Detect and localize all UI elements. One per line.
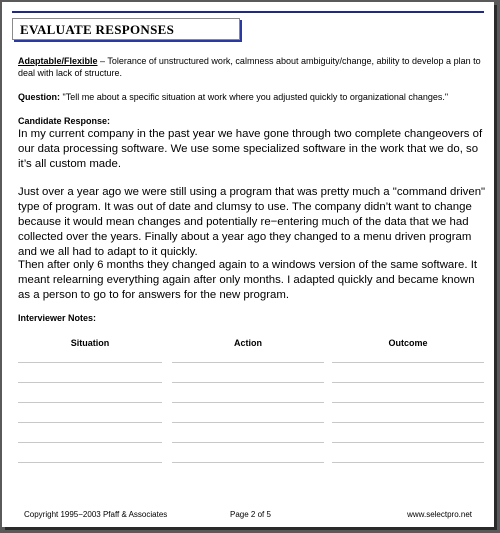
document-page — [2, 2, 494, 527]
competency-description: Tolerance of unstructured work, calmness about ambiguity/change, ability to develop a plan to deal with lack of structure. — [18, 56, 481, 78]
note-line — [18, 382, 162, 383]
note-line — [172, 422, 324, 423]
note-line — [332, 462, 484, 463]
question-text: "Tell me about a specific situation at work where you adjusted quickly to organizational changes." — [60, 92, 449, 102]
note-line — [18, 422, 162, 423]
note-line — [332, 362, 484, 363]
response-paragraph: Then after only 6 months they changed again to a windows version of the same software. It meant relearning everything again after only months. I adapted quickly and became known as a person to go to for answers for the new program. — [18, 259, 478, 301]
note-line — [332, 402, 484, 403]
note-line — [332, 442, 484, 443]
response-paragraph: In my current company in the past year we have gone through two complete changeovers of our data processing software. We use some specialized software in the work that we do, so it’s all custom made. — [18, 128, 483, 170]
footer-website: www.selectpro.net — [407, 510, 472, 519]
note-line — [18, 442, 162, 443]
section-title-box — [12, 18, 240, 40]
interview-question — [18, 92, 484, 103]
note-line — [172, 442, 324, 443]
competency-separator: – — [97, 56, 108, 66]
note-line — [332, 422, 484, 423]
note-line — [172, 402, 324, 403]
question-label: Question: — [18, 92, 60, 102]
response-paragraph: Just over a year ago we were still using a program that was pretty much a "command driven" type of program. It was out of date and clumsy to use. The company didn’t want to change because it would mean changes and potentially re−entering much of the data that we had collected over the years. Finally about a year ago they changed to a menu driven program and we all had to adapt to it quickly. — [18, 186, 486, 258]
section-title: EVALUATE RESPONSES — [20, 22, 175, 37]
competency-term: Adaptable/Flexible — [18, 56, 98, 66]
column-header-action: Action — [234, 338, 262, 348]
competency-definition — [18, 56, 484, 79]
footer-copyright: Copyright 1995−2003 Pfaff & Associates — [24, 510, 168, 519]
note-line — [172, 382, 324, 383]
note-line — [18, 362, 162, 363]
top-rule — [12, 11, 484, 13]
footer-page-number: Page 2 of 5 — [230, 510, 271, 519]
column-header-situation: Situation — [70, 338, 110, 348]
note-line — [18, 462, 162, 463]
note-line — [18, 402, 162, 403]
candidate-response-label: Candidate Response: — [18, 116, 111, 126]
column-header-outcome: Outcome — [388, 338, 428, 348]
note-line — [172, 362, 324, 363]
interviewer-notes-label: Interviewer Notes: — [18, 313, 97, 323]
note-line — [172, 462, 324, 463]
note-line — [332, 382, 484, 383]
